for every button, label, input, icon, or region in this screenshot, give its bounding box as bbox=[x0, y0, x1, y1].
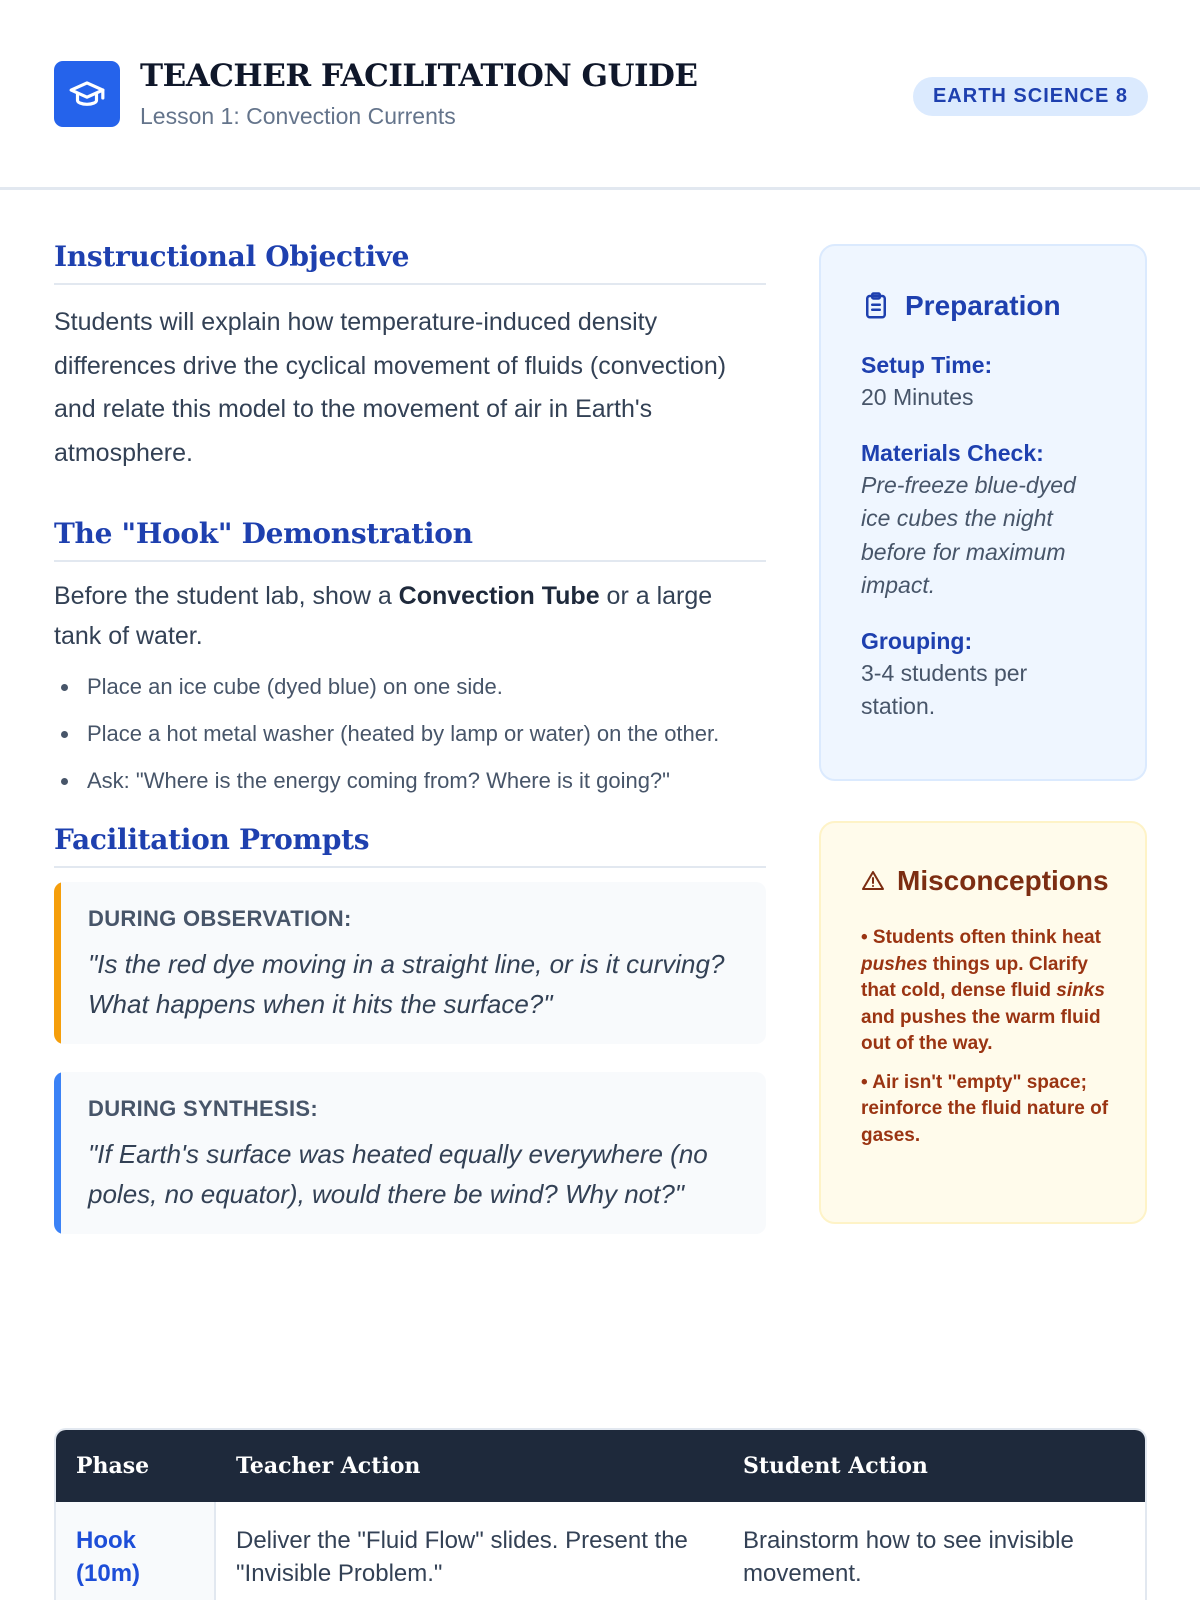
misconceptions-heading-text: Misconceptions bbox=[897, 865, 1109, 896]
preparation-heading bbox=[861, 290, 1107, 322]
lesson-plan-table bbox=[54, 1428, 1147, 1600]
main-column bbox=[54, 240, 766, 1234]
prompt-card-observation bbox=[54, 882, 766, 1044]
misconceptions-card bbox=[819, 821, 1147, 1224]
prep-value: Pre-freeze blue-dyed ice cubes the night before for maximum impact. bbox=[861, 471, 1076, 598]
preparation-card bbox=[819, 244, 1147, 781]
column-header-phase: Phase bbox=[56, 1430, 216, 1502]
misconceptions-list bbox=[861, 925, 1109, 1149]
prep-value: 20 Minutes bbox=[861, 384, 974, 410]
prompt-card-synthesis bbox=[54, 1072, 766, 1234]
misconception-text: things up. Clarify that cold, dense fluid bbox=[861, 953, 1088, 1001]
list-item: Place a hot metal washer (heated by lamp or water) on the other. bbox=[54, 717, 766, 750]
misconception-text: • Students often think heat bbox=[861, 927, 1101, 948]
prep-label: Setup Time: bbox=[861, 352, 993, 378]
lesson-subtitle: Lesson 1: Convection Currents bbox=[140, 103, 456, 129]
table-header-row bbox=[56, 1430, 1145, 1502]
objective-heading: Instructional Objective bbox=[54, 240, 766, 285]
misconceptions-heading bbox=[861, 865, 1109, 897]
hook-intro-emphasis: Convection Tube bbox=[398, 582, 600, 610]
logo bbox=[54, 61, 120, 127]
objective-text: Students will explain how temperature-induced density differences drive the cyclical movement of fluids (convection) and relate this model to the movement of air in Earth's atmosphere. bbox=[54, 308, 727, 467]
hook-steps-list bbox=[54, 670, 766, 797]
prompts-heading: Facilitation Prompts bbox=[54, 823, 766, 868]
misconception-emphasis: pushes bbox=[861, 953, 928, 975]
page-header bbox=[0, 0, 1200, 190]
prep-value: 3-4 students per station. bbox=[861, 659, 1028, 719]
page-title: TEACHER FACILITATION GUIDE bbox=[140, 58, 698, 94]
prep-item-setup-time bbox=[861, 352, 1107, 415]
subject-badge: EARTH SCIENCE 8 bbox=[913, 77, 1148, 116]
prompt-label: DURING SYNTHESIS: bbox=[88, 1096, 319, 1121]
prompt-quote: "Is the red dye moving in a straight line, or is it curving? What happens when it hits the surface?" bbox=[88, 949, 725, 1019]
prompt-quote: "If Earth's surface was heated equally everywhere (no poles, no equator), would there be wind? Why not?" bbox=[88, 1139, 708, 1209]
phase-cell: Hook (10m) bbox=[56, 1502, 216, 1600]
warning-icon bbox=[861, 869, 885, 893]
prep-label: Grouping: bbox=[861, 627, 973, 654]
column-header-teacher-action: Teacher Action bbox=[216, 1430, 723, 1502]
misconception-item bbox=[861, 925, 1109, 1058]
prompt-label: DURING OBSERVATION: bbox=[88, 906, 352, 931]
clipboard-icon bbox=[861, 291, 891, 321]
list-item: Place an ice cube (dyed blue) on one side. bbox=[54, 670, 766, 703]
prep-item-grouping bbox=[861, 628, 1107, 724]
hook-intro bbox=[54, 576, 766, 656]
misconception-item: • Air isn't "empty" space; reinforce the fluid nature of gases. bbox=[861, 1071, 1109, 1146]
misconception-text: and pushes the warm fluid out of the way. bbox=[861, 1006, 1101, 1054]
student-action-cell: Brainstorm how to see invisible movement. bbox=[743, 1527, 1074, 1587]
teacher-action-cell: Deliver the "Fluid Flow" slides. Present the "Invisible Problem." bbox=[236, 1527, 688, 1587]
misconception-emphasis: sinks bbox=[1056, 980, 1105, 1001]
hook-intro-text-end: or a large tank of water. bbox=[54, 582, 713, 650]
hook-heading: The "Hook" Demonstration bbox=[54, 517, 766, 562]
table-row bbox=[56, 1502, 1145, 1600]
hook-intro-text: Before the student lab, show a bbox=[54, 582, 399, 610]
prep-item-materials bbox=[861, 440, 1107, 603]
prep-label: Materials Check: bbox=[861, 439, 1044, 466]
graduation-cap-icon bbox=[68, 75, 106, 113]
column-header-student-action: Student Action bbox=[723, 1430, 1145, 1502]
preparation-heading-text: Preparation bbox=[905, 290, 1061, 321]
list-item: Ask: "Where is the energy coming from? Where is it going?" bbox=[54, 764, 766, 797]
